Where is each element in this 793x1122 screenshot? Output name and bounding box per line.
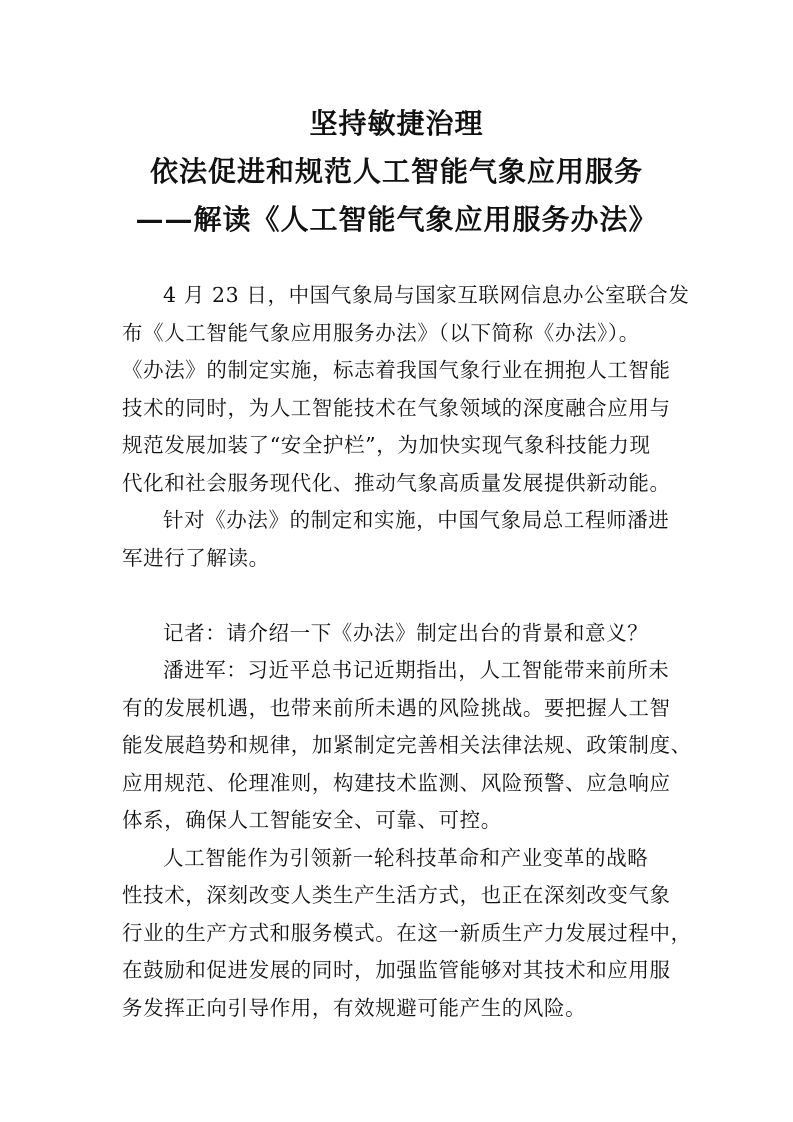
paragraph-line: 人工智能作为引领新一轮科技革命和产业变革的战略 (163, 845, 649, 870)
paragraph-line: 体系，确保人工智能安全、可靠、可控。 (122, 808, 502, 832)
title-line-2: 依法促进和规范人工智能气象应用服务 (149, 155, 643, 188)
answer-paragraph-1 (122, 652, 692, 840)
title-line-1: 坚持敏捷治理 (309, 107, 484, 140)
paragraph-line: 有的发展机遇，也带来前所未遇的风险挑战。要把握人工智 (122, 695, 671, 720)
title-line-3: ——解读《人工智能气象应用服务办法》 (135, 203, 658, 236)
paragraph-line: 布《人工智能气象应用服务办法》（以下简称《办法》）。 (122, 320, 640, 345)
paragraph-line: 潘进军：习近平总书记近期指出，人工智能带来前所未 (163, 658, 670, 682)
paragraph-line: 能发展趋势和规律，加紧制定完善相关法律法规、政策制度、 (122, 733, 692, 757)
paragraph-line: 技术的同时，为人工智能技术在气象领域的深度融合应用与 (122, 395, 671, 420)
paragraph-line: 务发挥正向引导作用，有效规避可能产生的风险。 (122, 995, 587, 1020)
paragraph-line: 4 月 23 日，中国气象局与国家互联网信息办公室联合发 (163, 283, 690, 307)
paragraph-line: 行业的生产方式和服务模式。在这一新质生产力发展过程中， (122, 920, 692, 945)
paragraph-line: 军进行了解读。 (122, 545, 270, 570)
paragraph-1 (122, 277, 690, 502)
reporter-question (122, 615, 682, 653)
paragraph-line: 针对《办法》的制定和实施，中国气象局总工程师潘进 (163, 508, 670, 532)
paragraph-line: 《办法》的制定实施，标志着我国气象行业在拥抱人工智能 (122, 358, 671, 382)
document-body (122, 277, 692, 1027)
paragraph-line: 性技术，深刻改变人类生产生活方式，也正在深刻改变气象 (122, 883, 671, 907)
document-title (0, 100, 793, 244)
paragraph-line: 代化和社会服务现代化、推动气象高质量发展提供新动能。 (122, 470, 671, 495)
answer-paragraph-2 (122, 840, 692, 1028)
paragraph-line: 记者：请介绍一下《办法》制定出台的背景和意义？ (163, 620, 649, 645)
paragraph-line: 应用规范、伦理准则，构建技术监测、风险预警、应急响应 (122, 770, 671, 795)
paragraph-line: 规范发展加装了“安全护栏”，为加快实现气象科技能力现 (122, 433, 651, 457)
paragraph-spacer (122, 577, 682, 615)
paragraph-2 (122, 502, 682, 577)
paragraph-line: 在鼓励和促进发展的同时，加强监管能够对其技术和应用服 (122, 958, 671, 982)
